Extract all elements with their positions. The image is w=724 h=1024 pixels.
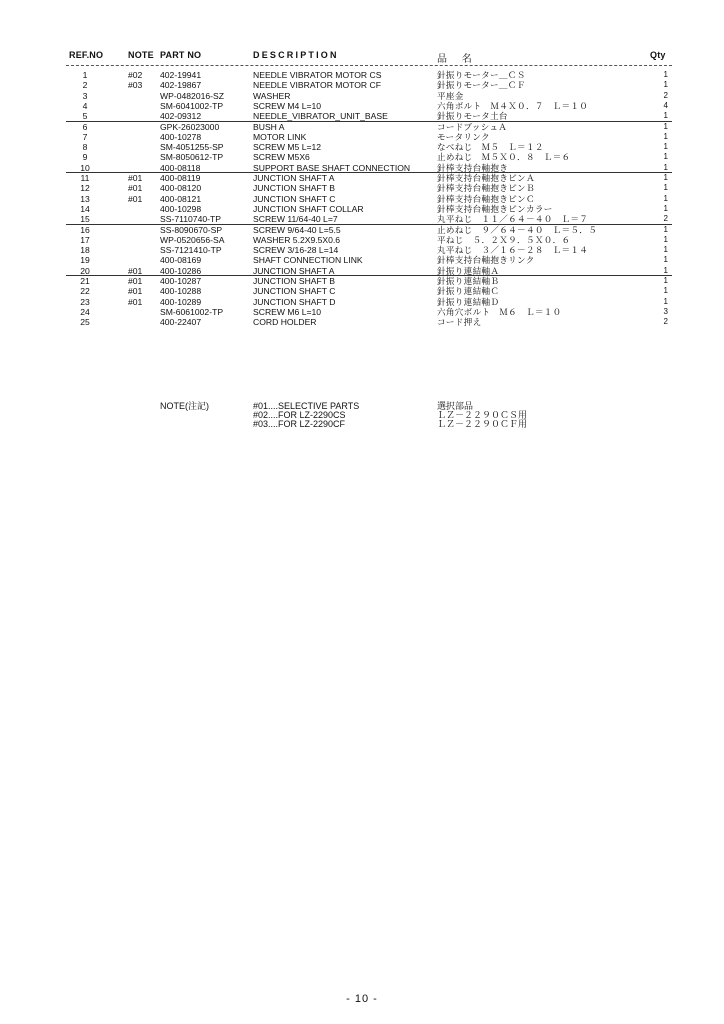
cell-ref-no: 17	[80, 234, 90, 245]
cell-japanese-name: 針振り連結軸Ｂ	[437, 276, 500, 286]
cell-qty: 1	[663, 80, 668, 90]
group-separator	[66, 275, 672, 276]
cell-japanese-name: 六角穴ボルト Ｍ６ Ｌ＝１０	[437, 306, 562, 317]
cell-qty: 1	[663, 121, 668, 131]
cell-part-no: 400-10278	[160, 131, 202, 142]
cell-qty: 1	[663, 276, 668, 285]
cell-qty: 1	[663, 255, 668, 265]
cell-part-no: 400-10286	[160, 265, 202, 276]
cell-japanese-name: 丸平ねじ ３／１６－２８ Ｌ＝１４	[437, 245, 589, 256]
note-line-en: #01....SELECTIVE PARTS	[253, 401, 360, 411]
cell-description: JUNCTION SHAFT C	[253, 286, 336, 297]
cell-part-no: SS-8090670-SP	[160, 224, 223, 235]
cell-description: MOTOR LINK	[253, 131, 307, 142]
cell-part-no: 400-10287	[160, 276, 202, 286]
cell-note: #01	[128, 183, 143, 194]
cell-description: SHAFT CONNECTION LINK	[253, 255, 363, 266]
cell-note: #01	[128, 276, 143, 286]
cell-japanese-name: コード押え	[437, 317, 482, 328]
cell-ref-no: 3	[82, 90, 88, 101]
group-separator	[66, 224, 672, 225]
cell-description: SUPPORT BASE SHAFT CONNECTION	[253, 162, 411, 173]
note-lines-en	[253, 402, 359, 429]
note-line-jp: ＬＺ－２２９０ＣＦ用	[437, 419, 528, 429]
cell-japanese-name: 針棒支持台軸抱き	[437, 162, 509, 173]
cell-ref-no: 23	[80, 296, 90, 307]
cell-part-no: WP-0482016-SZ	[160, 90, 225, 101]
table-row	[66, 142, 672, 152]
cell-description: SCREW M6 L=10	[253, 306, 322, 317]
cell-part-no: 400-08119	[160, 173, 201, 183]
table-row	[66, 225, 672, 235]
cell-qty: 1	[663, 224, 668, 234]
table-row	[66, 297, 672, 307]
cell-description: SCREW 9/64-40 L=5.5	[253, 224, 341, 235]
header-qty: Qty	[650, 50, 666, 60]
cell-qty: 2	[663, 317, 668, 327]
cell-description: WASHER 5.2X9.5X0.6	[253, 234, 341, 245]
cell-note: #01	[128, 296, 143, 307]
note-line-jp: 選択部品	[437, 401, 474, 411]
group-separator	[66, 172, 672, 173]
table-row	[66, 204, 672, 214]
cell-japanese-name: モータリンク	[437, 131, 490, 142]
cell-description: JUNCTION SHAFT COLLAR	[253, 203, 364, 214]
note-line-en: #02....FOR LZ-2290CS	[253, 410, 346, 420]
cell-ref-no: 11	[80, 173, 90, 183]
cell-part-no: GPK-26023000	[160, 121, 220, 132]
table-row	[66, 152, 672, 162]
cell-japanese-name: 針振り連結軸Ｃ	[437, 286, 500, 297]
cell-qty: 1	[663, 131, 668, 141]
cell-part-no: 400-10298	[160, 203, 202, 214]
cell-description: JUNCTION SHAFT D	[253, 296, 336, 307]
cell-japanese-name: 針振り連結軸Ｄ	[437, 296, 500, 307]
header-note: NOTE	[128, 50, 154, 60]
cell-qty: 1	[663, 111, 668, 121]
cell-part-no: SS-7121410-TP	[160, 245, 222, 256]
cell-part-no: 402-19941	[160, 70, 202, 80]
header-part-no: PART NO	[160, 50, 202, 60]
cell-japanese-name: 丸平ねじ １１／６４－４０ Ｌ＝７	[437, 214, 589, 225]
cell-qty: 1	[663, 193, 668, 203]
cell-ref-no: 24	[80, 306, 90, 317]
cell-ref-no: 7	[82, 131, 88, 142]
header-divider	[66, 65, 672, 66]
cell-japanese-name: 六角ボルト Ｍ４Ｘ０．７ Ｌ＝１０	[437, 100, 589, 111]
cell-description: JUNCTION SHAFT A	[253, 173, 335, 183]
cell-description: JUNCTION SHAFT B	[253, 276, 335, 286]
cell-japanese-name: 針棒支持台軸抱きピンＡ	[437, 173, 535, 183]
cell-part-no: 402-09312	[160, 111, 202, 122]
cell-qty: 1	[663, 162, 668, 172]
table-row	[66, 307, 672, 317]
cell-description: NEEDLE VIBRATOR MOTOR CS	[253, 70, 382, 80]
cell-part-no: 400-22407	[160, 317, 202, 328]
cell-part-no: SM-4051255-SP	[160, 142, 224, 153]
cell-qty: 2	[663, 90, 668, 100]
cell-japanese-name: なべねじ Ｍ５ Ｌ＝１２	[437, 142, 544, 153]
cell-part-no: SS-7110740-TP	[160, 214, 221, 225]
cell-note: #01	[128, 265, 143, 276]
cell-description: NEEDLE_VIBRATOR_UNIT_BASE	[253, 111, 388, 122]
cell-part-no: WP-0520656-SA	[160, 234, 225, 245]
cell-description: CORD HOLDER	[253, 317, 317, 328]
cell-part-no: 400-08121	[160, 193, 202, 204]
cell-ref-no: 20	[80, 265, 90, 276]
cell-ref-no: 2	[82, 80, 88, 91]
cell-description: NEEDLE VIBRATOR MOTOR CF	[253, 80, 381, 91]
cell-note: #01	[128, 286, 143, 297]
cell-ref-no: 12	[80, 183, 90, 194]
cell-qty: 1	[663, 234, 668, 244]
cell-japanese-name: 針棒支持台軸抱きピンＢ	[437, 183, 535, 194]
cell-part-no: 402-19867	[160, 80, 202, 91]
cell-description: JUNCTION SHAFT B	[253, 183, 335, 194]
cell-description: SCREW M4 L=10	[253, 100, 322, 111]
cell-ref-no: 25	[80, 317, 90, 328]
table-row	[66, 255, 672, 265]
table-row	[66, 122, 672, 132]
cell-qty: 4	[663, 100, 668, 110]
header-description: DESCRIPTION	[253, 50, 339, 60]
cell-ref-no: 18	[80, 245, 90, 256]
cell-part-no: SM-8050612-TP	[160, 152, 224, 163]
header-ref-no: REF.NO	[69, 50, 104, 60]
cell-ref-no: 6	[82, 121, 88, 132]
table-row	[66, 101, 672, 111]
table-row	[66, 245, 672, 255]
cell-ref-no: 9	[82, 152, 88, 163]
cell-japanese-name: 針棒支持台軸抱きリンク	[437, 255, 535, 266]
table-row	[66, 235, 672, 245]
cell-ref-no: 10	[80, 162, 90, 173]
cell-ref-no: 16	[80, 224, 90, 235]
cell-ref-no: 22	[80, 286, 90, 297]
cell-part-no: SM-6041002-TP	[160, 100, 224, 111]
cell-note: #01	[128, 193, 143, 204]
cell-ref-no: 5	[82, 111, 88, 122]
note-line-en: #03....FOR LZ-2290CF	[253, 419, 346, 429]
cell-description: SCREW M5 L=12	[253, 142, 322, 153]
cell-japanese-name: 針棒支持台軸抱きピンカラー	[437, 203, 553, 214]
cell-part-no: 400-10288	[160, 286, 202, 297]
cell-japanese-name: 針振りモーター＿ＣＦ	[437, 80, 526, 91]
cell-ref-no: 13	[80, 193, 90, 204]
cell-ref-no: 14	[80, 203, 90, 214]
cell-japanese-name: 針振りモータ土台	[437, 111, 508, 122]
table-row	[66, 194, 672, 204]
cell-description: JUNCTION SHAFT A	[253, 265, 335, 276]
cell-note: #01	[128, 173, 143, 183]
cell-japanese-name: 止めねじ ９／６４－４０ Ｌ＝５．５	[437, 224, 598, 235]
cell-qty: 1	[663, 183, 668, 193]
cell-qty: 1	[663, 245, 668, 255]
cell-qty: 1	[663, 173, 668, 182]
cell-qty: 1	[663, 296, 668, 306]
cell-part-no: 400-08169	[160, 255, 202, 266]
page-number: - 10 -	[346, 993, 378, 1005]
table-row	[66, 173, 672, 183]
note-line-jp: ＬＺ－２２９０ＣＳ用	[437, 410, 528, 420]
cell-description: SCREW 11/64-40 L=7	[253, 214, 338, 225]
cell-japanese-name: 針振りモーター＿ＣＳ	[437, 70, 526, 80]
table-row	[66, 80, 672, 90]
cell-qty: 1	[663, 286, 668, 296]
table-row	[66, 317, 672, 327]
table-row	[66, 286, 672, 296]
table-row	[66, 132, 672, 142]
cell-qty: 1	[663, 152, 668, 162]
cell-note: #02	[128, 70, 143, 80]
cell-description: SCREW 3/16-28 L=14	[253, 245, 339, 256]
cell-japanese-name: 止めねじ Ｍ５Ｘ０．８ Ｌ＝６	[437, 152, 571, 163]
table-row	[66, 91, 672, 101]
cell-part-no: 400-08120	[160, 183, 202, 194]
cell-part-no: 400-10289	[160, 296, 202, 307]
cell-qty: 1	[663, 70, 668, 79]
cell-japanese-name: 針振り連結軸Ａ	[437, 265, 500, 276]
cell-qty: 1	[663, 203, 668, 213]
group-separator	[66, 121, 672, 122]
cell-note: #03	[128, 80, 143, 91]
cell-qty: 2	[663, 214, 668, 224]
cell-ref-no: 15	[80, 214, 90, 225]
cell-description: WASHER	[253, 90, 291, 101]
cell-ref-no: 4	[82, 100, 88, 111]
header-japanese-name: 品 名	[437, 54, 478, 65]
cell-part-no: SM-6061002-TP	[160, 306, 224, 317]
cell-qty: 3	[663, 306, 668, 316]
table-row	[66, 276, 672, 286]
table-row	[66, 183, 672, 193]
cell-ref-no: 19	[80, 255, 90, 266]
cell-part-no: 400-08118	[160, 162, 201, 173]
cell-ref-no: 21	[80, 276, 90, 286]
cell-ref-no: 8	[82, 142, 88, 153]
cell-japanese-name: 平座金	[437, 90, 464, 101]
cell-japanese-name: 平ねじ ５．２Ｘ９．５Ｘ０．６	[437, 234, 571, 245]
note-label: NOTE(注記)	[160, 401, 209, 411]
cell-description: JUNCTION SHAFT C	[253, 193, 336, 204]
cell-qty: 1	[663, 265, 668, 275]
cell-japanese-name: 針棒支持台軸抱きピンＣ	[437, 193, 535, 204]
cell-ref-no: 1	[82, 70, 88, 80]
table-row	[66, 70, 672, 80]
cell-qty: 1	[663, 142, 668, 152]
cell-description: BUSH A	[253, 121, 285, 132]
cell-japanese-name: コードブッシュＡ	[437, 121, 508, 132]
note-lines-jp	[437, 402, 527, 429]
cell-description: SCREW M5X6	[253, 152, 310, 163]
